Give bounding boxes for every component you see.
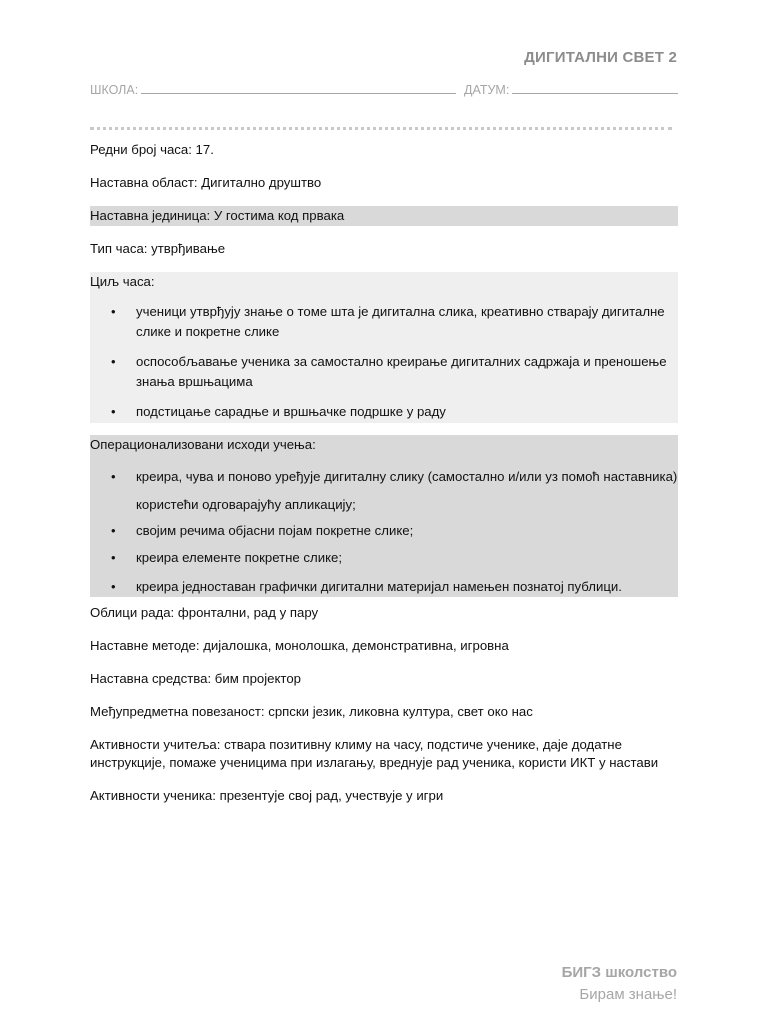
goal-heading: Циљ часа: — [90, 274, 155, 289]
bullet-icon: • — [111, 578, 116, 594]
bullet-icon: • — [111, 522, 116, 538]
bullet-icon: • — [111, 354, 116, 369]
learning-outcomes-section — [90, 435, 678, 598]
cross-curricular-links: Међупредметна повезаност: српски језик, ликовна култура, свет око нас — [90, 704, 533, 719]
date-field[interactable] — [464, 81, 678, 97]
teaching-area: Наставна област: Дигитално друштво — [90, 175, 322, 190]
bullet-icon: • — [111, 468, 116, 484]
outcomes-list — [90, 455, 678, 597]
goal-text: подстицање сарадње и вршњачке подршке у раду — [136, 404, 446, 419]
list-item — [90, 352, 678, 391]
bullet-icon: • — [111, 404, 116, 419]
dotted-separator — [90, 127, 672, 130]
outcome-text: креира једноставан графички дигитални материјал намењен познатој публици. — [136, 578, 622, 594]
lesson-number: Редни број часа: 17. — [90, 142, 214, 157]
document-title: ДИГИТАЛНИ СВЕТ 2 — [524, 49, 677, 66]
list-item — [90, 463, 678, 519]
bullet-icon: • — [111, 550, 116, 565]
goal-text: оспособљавање ученика за самостално креирање дигиталних садржаја и преношење знања вршњацима — [136, 354, 667, 389]
outcome-text: креира елементе покретне слике; — [136, 550, 343, 565]
publisher-footer — [562, 962, 677, 1006]
school-field[interactable] — [90, 81, 456, 97]
publisher-brand: БИГЗ школство — [561, 964, 677, 981]
outcome-text: својим речима објасни појам покретне слике; — [136, 522, 414, 538]
outcome-text: креира, чува и поново уређује дигиталну слику (самостално и/или уз помоћ наставника) користећи одговарајућу апликацију; — [136, 468, 678, 512]
goal-list — [90, 292, 678, 422]
bullet-icon: • — [111, 304, 116, 319]
teaching-means: Наставна средства: бим пројектор — [90, 671, 301, 686]
teaching-unit: Наставна јединица: У гостима код првака — [90, 206, 678, 226]
date-blank-line — [512, 81, 678, 94]
list-item — [90, 548, 678, 568]
lesson-plan-body — [90, 140, 678, 806]
list-item — [90, 577, 678, 597]
header-fields — [90, 81, 678, 97]
date-label: ДАТУМ: — [464, 83, 510, 97]
teaching-methods: Наставне методе: дијалошка, монолошка, демонстративна, игровна — [90, 638, 509, 653]
lesson-goal-section — [90, 272, 678, 423]
student-activities: Активности ученика: презентује свој рад, учествује у игри — [90, 788, 444, 803]
outcomes-heading: Операционализовани исходи учења: — [90, 436, 316, 452]
school-blank-line — [141, 81, 456, 94]
teacher-activities: Активности учитеља: ствара позитивну климу на часу, подстиче ученике, даје додатне инструкције, помаже ученицима при излагању, вреднује рад ученика, користи ИКТ у настави — [90, 737, 659, 770]
publisher-slogan: Бирам знање! — [579, 986, 677, 1003]
lesson-type: Тип часа: утврђивање — [90, 241, 226, 256]
work-forms: Облици рада: фронтални, рад у пару — [90, 605, 319, 620]
school-label: ШКОЛА: — [90, 83, 139, 97]
goal-text: ученици утврђују знање о томе шта је дигитална слика, креативно стварају дигиталне слике и покретне слике — [136, 304, 665, 339]
list-item — [90, 402, 678, 422]
list-item — [90, 302, 678, 341]
list-item — [90, 521, 678, 541]
